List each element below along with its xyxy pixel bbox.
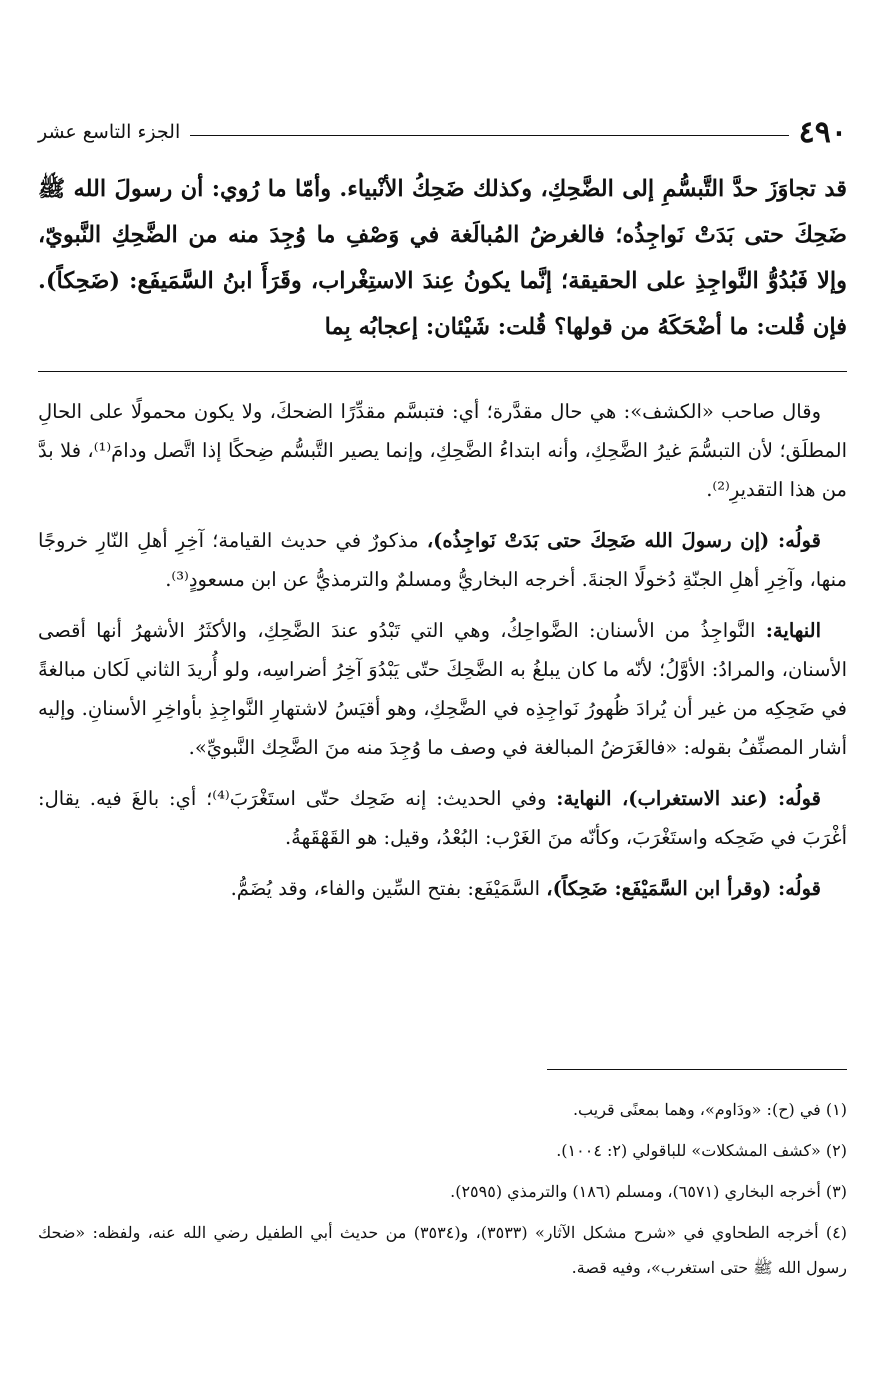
commentary-paragraph-2 (38, 521, 847, 599)
running-header (38, 112, 847, 152)
commentary-paragraph-3 (38, 611, 847, 767)
commentary-lead: النهاية: (765, 619, 821, 642)
footnote-2: (٢) «كشف المشكلات» للباقولي (٢: ١٠٠٤). (556, 1141, 847, 1160)
commentary-lead: قولُه: (وقرأ ابن السَّمَيْفَع: ضَحِكاً)، (546, 877, 821, 900)
footnote-1: (١) في (ح): «ودَاوم»، وهما بمعنًى قريب. (572, 1100, 847, 1119)
main-text-block (38, 166, 847, 350)
commentary-paragraph-1 (38, 392, 847, 509)
main-text-divider (38, 371, 847, 372)
commentary-paragraph-5 (38, 869, 847, 908)
footnotes-block (38, 1092, 847, 1291)
commentary-lead: قولُه: (إن رسولَ الله ضَحِكَ حتى بَدَتْ نَواجِذُه)، (426, 529, 821, 552)
commentary-paragraph-4 (38, 779, 847, 857)
commentary-text: السَّمَيْفَع: بفتح السِّين والفاء، وقد يُضَمُّ. (230, 877, 541, 900)
header-rule (190, 135, 788, 136)
commentary-text: مذكورٌ في حديث القيامة؛ آخِرِ أهلِ النّارِ خروجًا منها، وآخِرِ أهلِ الجنّةِ دُخولًا الجنةَ. أخرجه البخاريُّ ومسلمٌ والترمذيُّ عن ابن مسعودٍ⁽³⁾. (38, 529, 847, 591)
commentary-text: وقال صاحب «الكشف»: هي حال مقدَّرة؛ أي: فتبسَّم مقدِّرًا الضحكَ، ولا يكون محمولًا على الحالِ المطلَق؛ لأن التبسُّمَ غيرُ الضَّحِكِ، وأنه ابتداءُ الضَّحِكِ، وإنما يصير التَّبسُّم ضِحكًا إذا اتَّصل ودامَ⁽¹⁾، فلا بدَّ من هذا التقديرِ⁽²⁾. (38, 400, 847, 501)
commentary-lead: قولُه: (عند الاستغراب)، النهاية: (556, 787, 821, 810)
commentary-text: وفي الحديث: إنه ضَحِك حتّى استَغْرَبَ⁽⁴⁾؛ أي: بالغَ فيه. يقال: أغْرَبَ في ضَحِكه واستَغْرَبَ، وكأنّه منَ الغَرْب: البُعْدُ، وقيل: هو القَهْقَهةُ. (38, 787, 847, 849)
footnote-4: (٤) أخرجه الطحاوي في «شرح مشكل الآثار» (٣٥٣٣)، و(٣٥٣٤) من حديث أبي الطفيل رضي الله عنه، ولفظه: «ضحك رسول الله ﷺ حتى استغرب»، وفيه قصة. (38, 1223, 848, 1277)
footnote-3: (٣) أخرجه البخاري (٦٥٧١)، ومسلم (١٨٦) والترمذي (٢٥٩٥). (450, 1182, 847, 1201)
footnote-divider (547, 1069, 847, 1070)
running-title: الجزء التاسع عشر (38, 121, 181, 143)
page-number: ٤٩٠ (798, 114, 847, 150)
commentary-text: النَّواجِذُ من الأسنان: الضَّواحِكُ، وهي التي تَبْدُو عندَ الضَّحِكِ، والأكثَرُ الأشهرُ أنها أقصى الأسنان، والمرادُ: الأوَّلُ؛ لأنّه ما كان يبلغُ به الضَّحِكَ حتّى يَبْدُوَ آخِرُ أضراسِه، ولو أُريدَ الثاني لَكان مبالغةً في ضَحِكِه من غير أن يُرادَ ظُهورُ نَواجِذِه في الضَّحِكِ، وهو أقيَسُ لاشتهارِ النَّواجِذِ بأواخِرِ الأسنانِ. وإليه أشار المصنِّفُ بقوله: «فالغَرَضُ المبالغة في وصف ما وُجِدَ منه منَ الضَّحِك النَّبويِّ». (38, 619, 847, 759)
commentary-block (38, 392, 847, 920)
main-text-paragraph: قد تجاوَزَ حدَّ التَّبسُّمِ إلى الضَّحِكِ، وكذلك ضَحِكُ الأنْبياء. وأمّا ما رُوي: أن رسولَ الله ﷺ ضَحِكَ حتى بَدَتْ نَواجِذُه؛ فالغرضُ المُبالَغة في وَصْفِ ما وُجِدَ منه من الضَّحِكِ النَّبويّ، وإلا فَبُدُوُّ النَّواجِذِ على الحقيقة؛ إنَّما يكونُ عِندَ الاستِغْراب، وقَرَأَ ابنُ السَّمَيفَع: (ضَحِكاً). فإن قُلت: ما أضْحَكَهُ من قولها؟ قُلت: شَيْئان: إعجابُه بِما (38, 176, 847, 340)
